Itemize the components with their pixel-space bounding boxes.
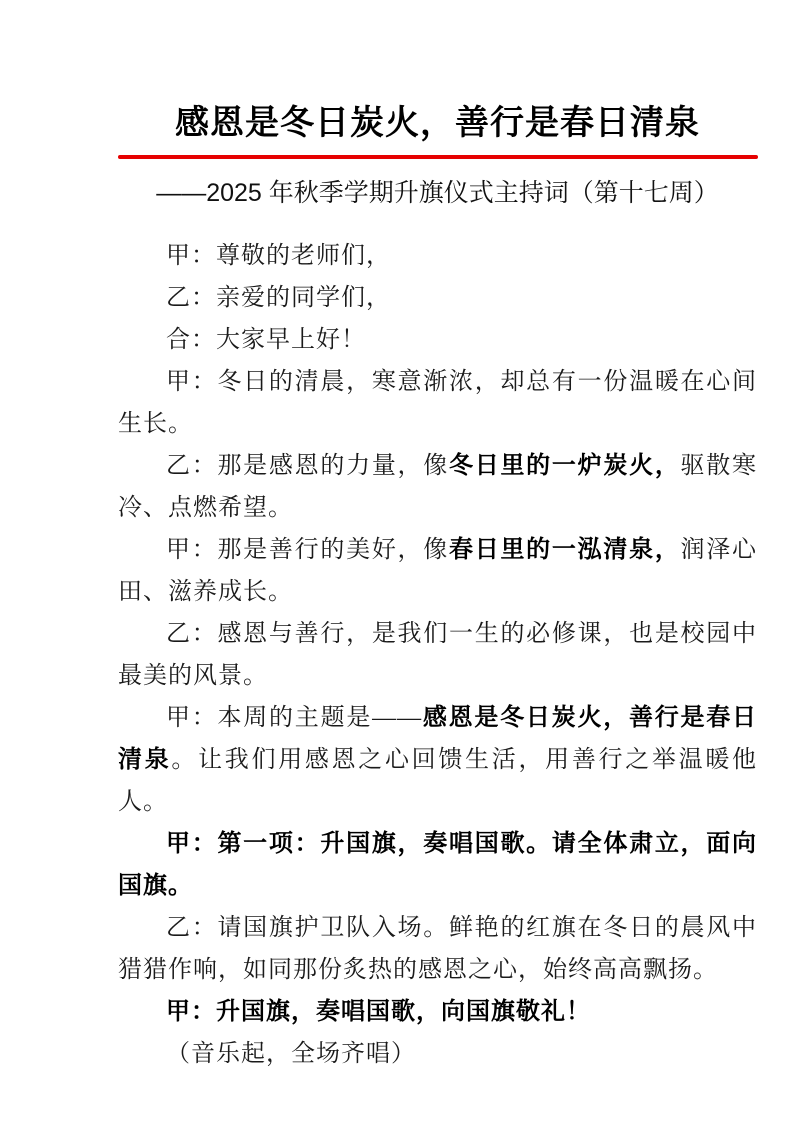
paragraph (118, 613, 757, 697)
document-content (0, 100, 793, 146)
text-run: 乙：感恩与善行，是我们一生的必修课，也是校园中最美的风景。 (118, 621, 757, 689)
emphasis-text-run: 春日里的一泓清泉， (449, 537, 681, 563)
document-body (0, 235, 793, 1075)
document-subtitle: ——2025 年秋季学期升旗仪式主持词（第十七周） (156, 179, 719, 207)
emphasis-text-run: 冬日里的一炉炭火， (449, 453, 681, 479)
text-run: 甲：冬日的清晨，寒意渐浓，却总有一份温暖在心间生长。 (118, 369, 757, 437)
paragraph (118, 697, 757, 823)
text-run: 合：大家早上好！ (166, 327, 366, 353)
text-run: 甲：尊敬的老师们， (166, 243, 391, 269)
paragraph (118, 235, 757, 277)
text-run: 甲：那是善行的美好，像 (166, 537, 449, 563)
paragraph (118, 991, 757, 1033)
paragraph (118, 1033, 757, 1075)
text-run: 乙：亲爱的同学们， (166, 285, 391, 311)
paragraph (118, 907, 757, 991)
title-divider-line (118, 155, 758, 159)
emphasis-text-run: 感恩是冬日炭火，善行是春日清泉 (118, 705, 758, 773)
text-run: 。让我们用感恩之心回馈生活，用善行之举温暖他人。 (118, 747, 758, 815)
paragraph (118, 445, 757, 529)
subtitle-wrap (0, 175, 793, 211)
paragraph (118, 823, 757, 907)
paragraph (118, 361, 757, 445)
paragraph (118, 277, 757, 319)
paragraph (118, 319, 757, 361)
text-run: 润泽心田、滋养成长。 (118, 537, 758, 605)
text-run: 乙：请国旗护卫队入场。鲜艳的红旗在冬日的晨风中猎猎作响，如同那份炙热的感恩之心，始终高高飘扬。 (118, 915, 757, 983)
emphasis-text-run: 甲：第一项：升国旗，奏唱国歌。请全体肃立，面向国旗。 (118, 831, 757, 899)
text-run: 乙：那是感恩的力量，像 (166, 453, 449, 479)
text-run: （音乐起，全场齐唱） (166, 1041, 416, 1067)
emphasis-text-run: 甲：升国旗，奏唱国歌，向国旗敬礼！ (166, 999, 591, 1025)
document-title: 感恩是冬日炭火，善行是春日清泉 (175, 104, 700, 142)
text-run: 驱散寒冷、点燃希望。 (118, 453, 758, 521)
paragraph (118, 529, 757, 613)
text-run: 甲：本周的主题是—— (166, 705, 423, 731)
